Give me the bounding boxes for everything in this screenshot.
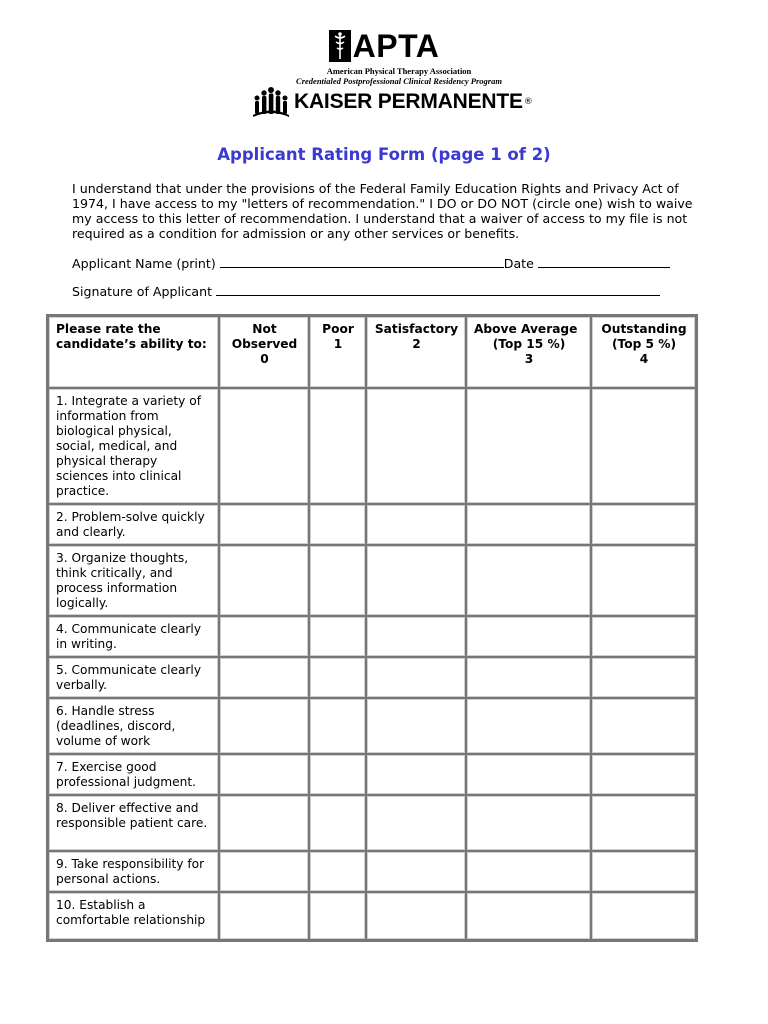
signature-row xyxy=(72,284,660,299)
rating-cell[interactable] xyxy=(309,388,366,504)
rating-cell[interactable] xyxy=(466,851,591,892)
criterion-cell: 3. Organize thoughts, think critically, and process information logically. xyxy=(48,545,219,616)
rating-cell[interactable] xyxy=(466,795,591,851)
rating-cell[interactable] xyxy=(309,851,366,892)
table-row xyxy=(48,504,696,545)
rating-cell[interactable] xyxy=(591,388,696,504)
table-header-row xyxy=(48,316,696,388)
criterion-cell: 5. Communicate clearly verbally. xyxy=(48,657,219,698)
rating-cell[interactable] xyxy=(219,754,309,795)
rating-cell[interactable] xyxy=(219,892,309,940)
registered-mark: ® xyxy=(523,97,533,107)
rating-cell[interactable] xyxy=(466,616,591,657)
criterion-cell: 4. Communicate clearly in writing. xyxy=(48,616,219,657)
rating-cell[interactable] xyxy=(466,698,591,754)
rating-cell[interactable] xyxy=(466,657,591,698)
apta-wordmark: APTA xyxy=(352,28,440,64)
rating-cell[interactable] xyxy=(219,616,309,657)
header-question: Please rate the candidate’s ability to: xyxy=(48,316,219,388)
header-not-observed: Not Observed 0 xyxy=(219,316,309,388)
rating-cell[interactable] xyxy=(591,657,696,698)
kaiser-permanente-logo xyxy=(252,86,533,118)
rating-cell[interactable] xyxy=(309,795,366,851)
criterion-cell: 2. Problem-solve quickly and clearly. xyxy=(48,504,219,545)
table-row xyxy=(48,851,696,892)
criterion-cell: 8. Deliver effective and responsible patient care. xyxy=(48,795,219,851)
rating-cell[interactable] xyxy=(219,657,309,698)
apta-logo xyxy=(0,30,768,86)
rating-cell[interactable] xyxy=(219,545,309,616)
rating-cell[interactable] xyxy=(366,545,466,616)
rating-cell[interactable] xyxy=(366,892,466,940)
rating-cell[interactable] xyxy=(591,616,696,657)
criterion-cell: 9. Take responsibility for personal actions. xyxy=(48,851,219,892)
table-row xyxy=(48,795,696,851)
apta-subtitle: American Physical Therapy Association xyxy=(326,66,472,76)
rating-cell[interactable] xyxy=(591,698,696,754)
table-row xyxy=(48,892,696,940)
applicant-name-row xyxy=(72,256,670,271)
rating-cell[interactable] xyxy=(591,504,696,545)
rating-cell[interactable] xyxy=(309,698,366,754)
kaiser-wordmark: KAISER PERMANENTE xyxy=(294,90,523,113)
table-row xyxy=(48,657,696,698)
rating-cell[interactable] xyxy=(366,754,466,795)
table-row xyxy=(48,388,696,504)
table-row xyxy=(48,616,696,657)
date-label: Date xyxy=(503,256,534,271)
signature-field[interactable] xyxy=(216,284,660,296)
applicant-name-field[interactable] xyxy=(220,256,504,268)
rating-cell[interactable] xyxy=(366,504,466,545)
signature-label: Signature of Applicant xyxy=(72,284,213,299)
rating-cell[interactable] xyxy=(309,657,366,698)
rating-cell[interactable] xyxy=(591,754,696,795)
rating-cell[interactable] xyxy=(591,545,696,616)
rating-cell[interactable] xyxy=(466,754,591,795)
rating-cell[interactable] xyxy=(219,698,309,754)
rating-cell[interactable] xyxy=(219,388,309,504)
page-title: Applicant Rating Form (page 1 of 2) xyxy=(217,145,551,164)
header-poor: Poor 1 xyxy=(309,316,366,388)
rating-cell[interactable] xyxy=(219,795,309,851)
rating-cell[interactable] xyxy=(591,795,696,851)
rating-cell[interactable] xyxy=(366,388,466,504)
privacy-statement: I understand that under the provisions of the Federal Family Education Rights and Privacy Act of 1974, I have access to my "letters of recommendation." I DO or DO NOT (circle one) wish to waive my access to this letter of recommendation. I understand that a waiver of access to my file is not required as a condition for admission or any other services or benefits. xyxy=(72,181,693,241)
rating-cell[interactable] xyxy=(366,795,466,851)
criterion-cell: 10. Establish a comfortable relationship xyxy=(48,892,219,940)
rating-cell[interactable] xyxy=(366,851,466,892)
rating-cell[interactable] xyxy=(466,545,591,616)
rating-cell[interactable] xyxy=(466,892,591,940)
rating-cell[interactable] xyxy=(309,754,366,795)
rating-cell[interactable] xyxy=(309,545,366,616)
kaiser-figures-icon xyxy=(252,86,290,118)
rating-cell[interactable] xyxy=(309,504,366,545)
criterion-cell: 1. Integrate a variety of information from biological physical, social, medical, and physical therapy sciences into clinical practice. xyxy=(48,388,219,504)
rating-cell[interactable] xyxy=(309,892,366,940)
rating-cell[interactable] xyxy=(309,616,366,657)
applicant-name-label: Applicant Name (print) xyxy=(72,256,216,271)
table-row xyxy=(48,754,696,795)
rating-cell[interactable] xyxy=(591,851,696,892)
date-field[interactable] xyxy=(538,256,670,268)
header-satisfactory: Satisfactory 2 xyxy=(366,316,466,388)
criterion-cell: 6. Handle stress (deadlines, discord, volume of work xyxy=(48,698,219,754)
rating-cell[interactable] xyxy=(466,388,591,504)
criterion-cell: 7. Exercise good professional judgment. xyxy=(48,754,219,795)
rating-cell[interactable] xyxy=(366,657,466,698)
rating-cell[interactable] xyxy=(466,504,591,545)
header-above-average: Above Average (Top 15 %) 3 xyxy=(466,316,591,388)
rating-table xyxy=(46,314,698,942)
apta-program: Credentialed Postprofessional Clinical Residency Program xyxy=(296,76,502,86)
rating-cell[interactable] xyxy=(591,892,696,940)
table-row xyxy=(48,545,696,616)
rating-cell[interactable] xyxy=(219,851,309,892)
rating-cell[interactable] xyxy=(366,698,466,754)
rating-cell[interactable] xyxy=(366,616,466,657)
apta-emblem-icon xyxy=(329,30,351,62)
table-row xyxy=(48,698,696,754)
header-outstanding: Outstanding (Top 5 %) 4 xyxy=(591,316,696,388)
rating-cell[interactable] xyxy=(219,504,309,545)
